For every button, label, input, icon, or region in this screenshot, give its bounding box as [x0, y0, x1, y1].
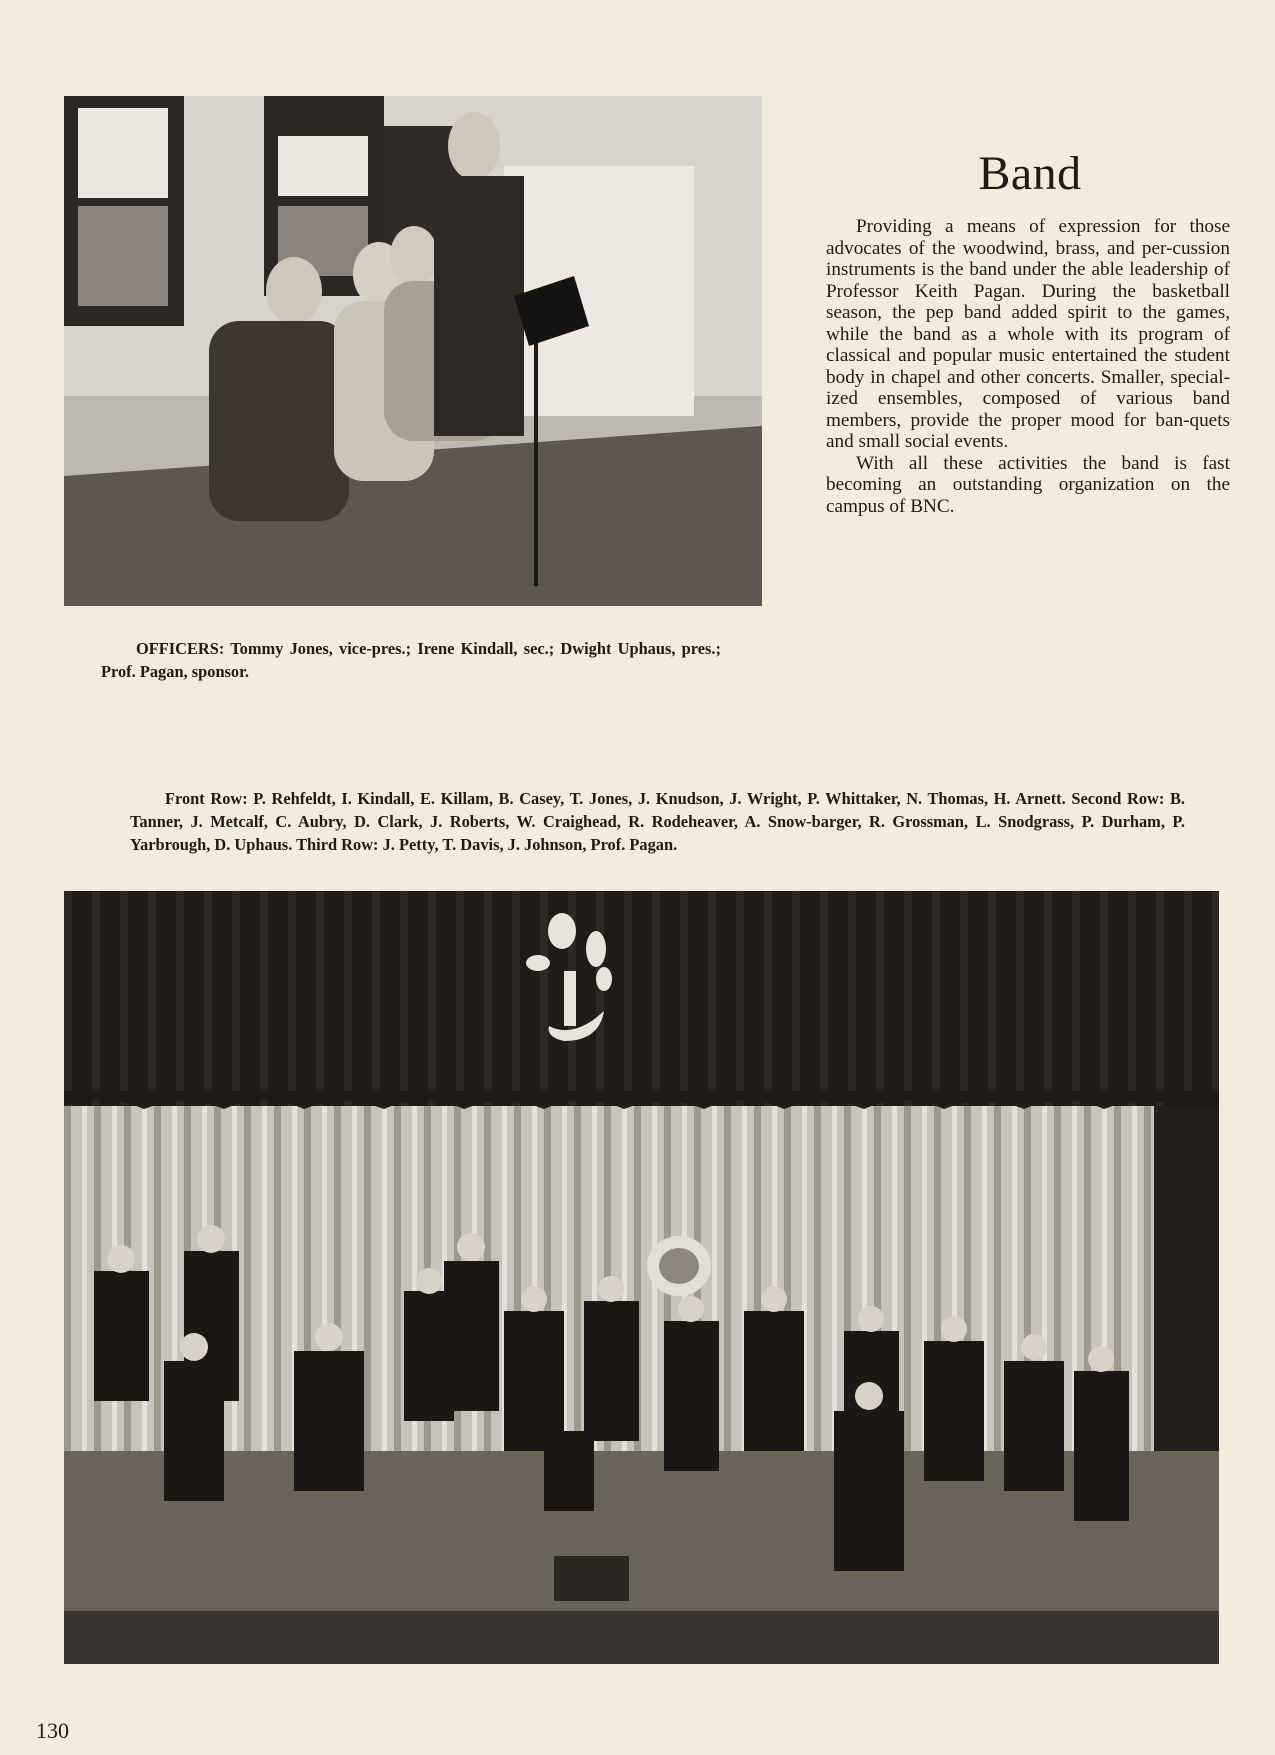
- intro-paragraph: Providing a means of expression for those advocates of the woodwind, brass, and per-cussion instruments is the band under the able leadership of Professor Keith Pagan. During the basketball season, the pep band added spirit to the games, while the band as a whole with its program of classical and popular music entertained the student body in chapel and other concerts. Smaller, special-ized ensembles, composed of various band members, provide the proper mood for ban-quets and small social events.: [826, 216, 1230, 452]
- officers-caption: OFFICERS: Tommy Jones, vice-pres.; Irene Kindall, sec.; Dwight Uphaus, pres.; Prof. Pagan, sponsor.: [101, 639, 721, 681]
- officers-photo-image: [64, 96, 762, 606]
- page-title: Band: [978, 147, 1082, 200]
- band-photo-image: [64, 891, 1219, 1664]
- band-photo: [64, 891, 1219, 1664]
- band-caption: Front Row: P. Rehfeldt, I. Kindall, E. Killam, B. Casey, T. Jones, J. Knudson, J. Wright, P. Whittaker, N. Thomas, H. Arnett. Second Row: B. Tanner, J. Metcalf, C. Aubry, D. Clark, J. Roberts, W. Craighead, R. Rodeheaver, A. Snow-barger, R. Grossman, L. Snodgrass, P. Durham, P. Yarbrough, D. Uphaus. Third Row: J. Petty, T. Davis, J. Johnson, Prof. Pagan.: [130, 789, 1185, 854]
- intro-text: [826, 216, 1230, 517]
- officers-photo: [64, 96, 762, 606]
- page-number: 130: [36, 1718, 69, 1743]
- intro-paragraph: With all these activities the band is fast becoming an outstanding organization on the campus of BNC.: [826, 452, 1230, 517]
